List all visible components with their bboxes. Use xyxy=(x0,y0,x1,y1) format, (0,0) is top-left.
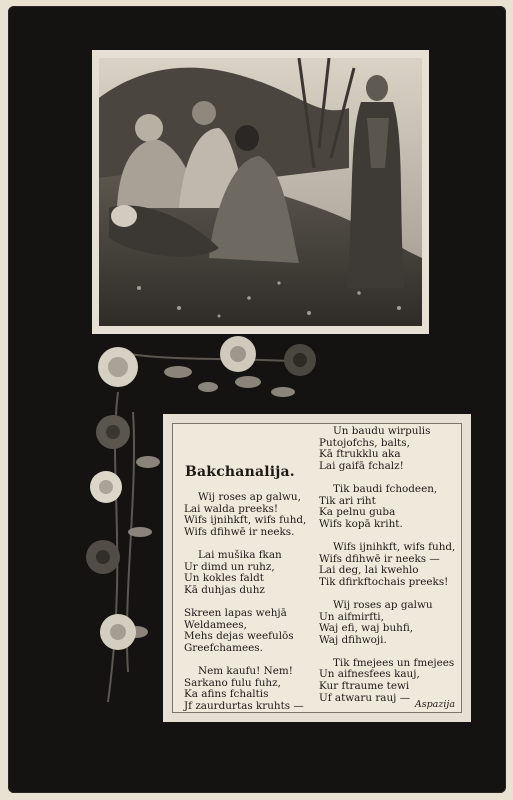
poem-line: Uf atwaru rauj — xyxy=(319,691,411,704)
poem-line: Wifs ijnihkft, wifs fuhd, xyxy=(333,540,456,553)
poem-line: Weldamees, xyxy=(184,618,247,631)
poem-line: Skreen lapas wehjā xyxy=(184,606,287,619)
poem-line: Lai gaifā fchalz! xyxy=(319,459,404,472)
poem-line: Wifs kopā kriht. xyxy=(319,517,403,530)
painting-image xyxy=(99,58,422,326)
poem-text-area xyxy=(172,423,462,713)
poem-line: Tik fmejees un fmejees xyxy=(333,656,455,669)
poem-line: Un kokles faldt xyxy=(184,572,264,585)
poem-line: Ka pelnu guba xyxy=(319,506,396,519)
poem-line: Tik baudi fchodeen, xyxy=(333,482,438,495)
poem-line: Wifs dfihwē ir neeks. xyxy=(184,525,295,538)
poem-line: Un baudu wirpulis xyxy=(333,425,431,437)
stanza xyxy=(184,492,314,538)
poem-line: Wifs ijnihkft, wifs fuhd, xyxy=(184,514,307,527)
poem-line: Waj dfihwoji. xyxy=(319,633,387,646)
poem-line: Un aifnesfees kauj, xyxy=(319,668,420,681)
stanza xyxy=(319,426,459,472)
poem-line: Kur ftraume tewi xyxy=(319,680,410,693)
poem-line: Nem kaufu! Nem! xyxy=(198,664,293,677)
poem-line: Kā duhjas duhz xyxy=(184,583,265,596)
poem-line: Lai mušika fkan xyxy=(198,548,282,561)
poem-line: Wifs dfihwē ir neeks — xyxy=(319,552,440,565)
postcard xyxy=(8,6,506,793)
poem-left-column xyxy=(184,492,314,724)
poem-right-column xyxy=(319,426,459,716)
poem-line: Tik dfirkftochais preeks! xyxy=(319,575,449,588)
stanza xyxy=(319,484,459,530)
poem-line: Mehs dejas weefulōs xyxy=(184,630,294,643)
stanza xyxy=(184,666,314,712)
stanza xyxy=(319,658,459,704)
poem-title: Bakchanalija. xyxy=(185,464,295,480)
poem-signature: Aspazija xyxy=(414,699,455,710)
poem-line: Lai walda preeks! xyxy=(184,502,279,515)
poem-line: Tik ari riht xyxy=(319,494,376,507)
poem-line: Wij roses ap galwu xyxy=(333,598,433,611)
poem-line: Wij roses ap galwu, xyxy=(198,491,301,503)
poem-line: Lai deg, lai kwehlo xyxy=(319,564,419,577)
stanza xyxy=(184,608,314,654)
poem-line: Sarkano fulu fuhz, xyxy=(184,676,281,689)
poem-line: Ur dimd un ruhz, xyxy=(184,560,275,573)
poem-line: Kā ftrukklu aka xyxy=(319,448,401,461)
poem-line: Jf zaurdurtas kruhts — xyxy=(184,699,304,712)
stanza xyxy=(319,600,459,646)
poem-line: Putojofchs, balts, xyxy=(319,436,410,449)
stanza xyxy=(184,550,314,596)
poem-line: Greefchamees. xyxy=(184,641,263,654)
poem-line: Un aifmirfti, xyxy=(319,610,384,623)
poem-line: Waj efi, waj buhfi, xyxy=(319,622,414,635)
painting-illustration xyxy=(92,50,429,334)
poem-panel xyxy=(163,414,471,722)
stanza xyxy=(319,542,459,588)
poem-line: Ka afins fchaltis xyxy=(184,688,269,701)
